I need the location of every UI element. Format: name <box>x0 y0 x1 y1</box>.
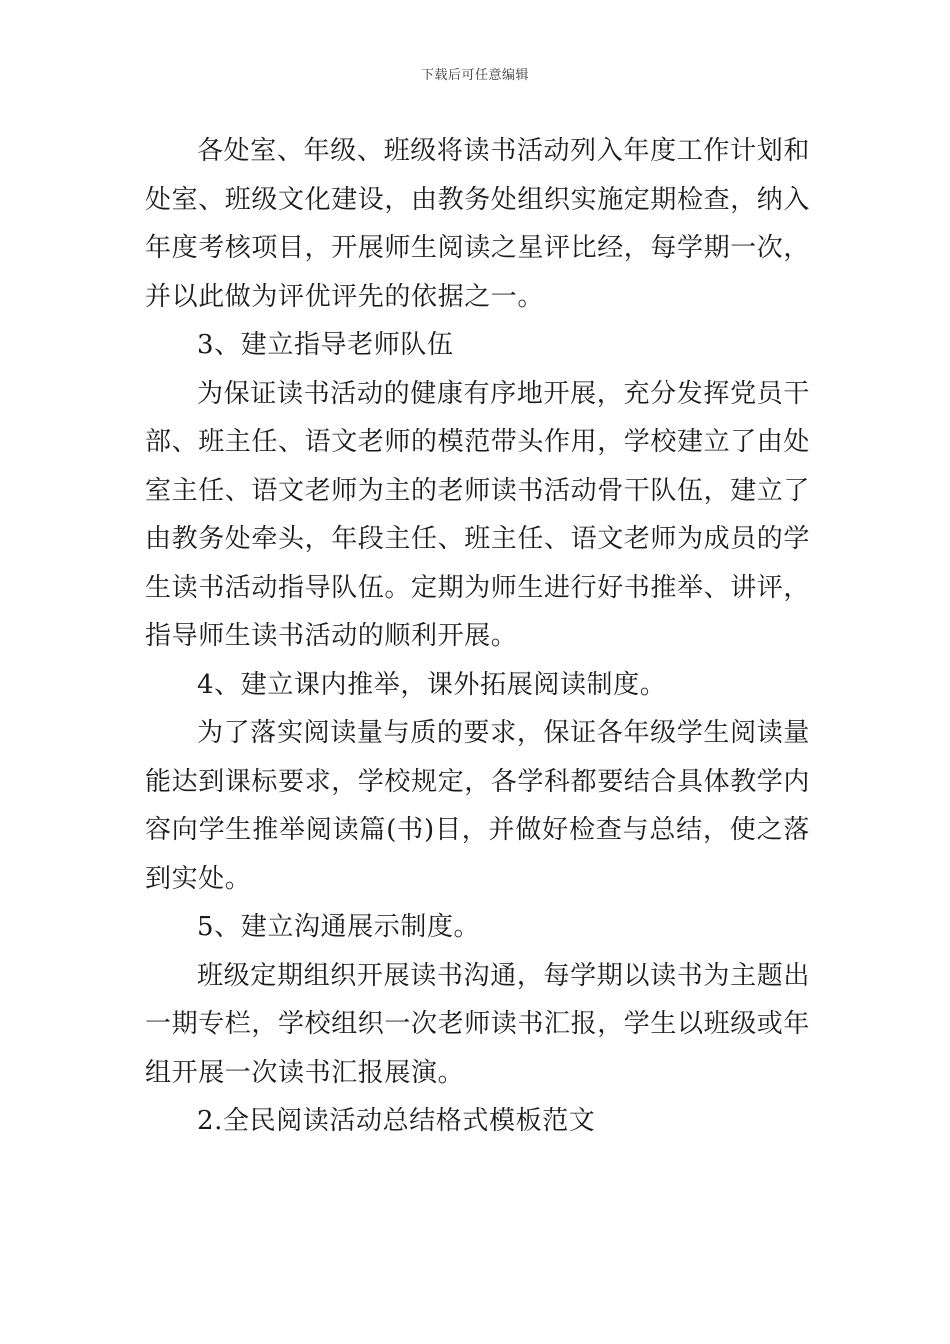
header-note: 下载后可任意编辑 <box>420 68 529 83</box>
paragraph-reading-recommendation: 为了落实阅读量与质的要求，保证各年级学生阅读量能达到课标要求，学校规定，各学科都要结合具体教学内容向学生推举阅读篇(书)目，并做好检查与总结，使之落到实处。 <box>145 718 811 894</box>
paragraph-assessment: 各处室、年级、班级将读书活动列入年度工作计划和处室、班级文化建设，由教务处组织实施定期检查，纳入年度考核项目，开展师生阅读之星评比经，每学期一次，并以此做为评优评先的依据之一。 <box>145 136 811 312</box>
heading-communication-system: 5、建立沟通展示制度。 <box>197 912 481 942</box>
paragraph-communication-system: 班级定期组织开展读书沟通，每学期以读书为主题出一期专栏，学校组织一次老师读书汇报，学生以班级或年组开展一次读书汇报展演。 <box>145 960 811 1088</box>
section-title-template: 2.全民阅读活动总结格式模板范文 <box>197 1106 596 1136</box>
document-body <box>145 127 810 1146</box>
heading-reading-recommendation: 4、建立课内推举，课外拓展阅读制度。 <box>197 669 667 700</box>
paragraph-instructor-team: 为保证读书活动的健康有序地开展，充分发挥党员干部、班主任、语文老师的模范带头作用，学校建立了由处室主任、语文老师为主的老师读书活动骨干队伍，建立了由教务处牵头，年段主任、班主任、语文老师为成员的学生读书活动指导队伍。定期为师生进行好书推举、讲评，指导师生读书活动的顺利开展。 <box>145 378 811 651</box>
heading-instructor-team: 3、建立指导老师队伍 <box>197 330 454 360</box>
